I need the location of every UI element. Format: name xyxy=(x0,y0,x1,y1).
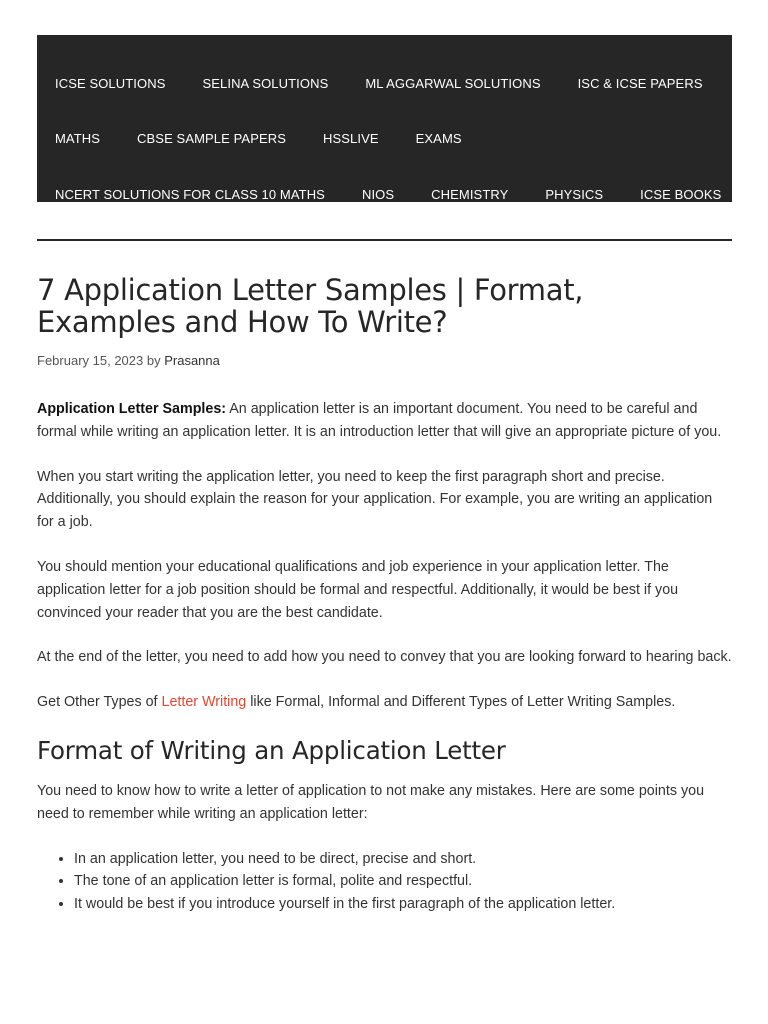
post-date: February 15, 2023 xyxy=(37,353,144,368)
paragraph-6: You need to know how to write a letter of application to not make any mistakes. Here are some points you need to remember while writing an application letter: xyxy=(37,782,705,822)
header-divider xyxy=(37,239,732,241)
paragraph-2: When you start writing the application letter, you need to keep the first paragraph short and precise. Additionally, you should explain the reason for your application. For example, you are writing an application for a job. xyxy=(37,468,713,531)
article-content xyxy=(37,398,732,916)
intro-text: An application letter is an important document. You need to be careful and formal while writing an application letter. It is an introduction letter that will give an appropriate picture of you. xyxy=(37,401,722,440)
nav-item-physics[interactable]: PHYSICS xyxy=(545,186,604,202)
by-label: by xyxy=(146,353,161,368)
nav-item-icse-solutions[interactable]: ICSE SOLUTIONS xyxy=(55,75,166,91)
list-item: • The tone of an application letter is formal, polite and respectful. xyxy=(74,870,732,893)
nav-item-exams[interactable]: EXAMS xyxy=(415,130,462,146)
nav-item-icse-books[interactable]: ICSE BOOKS xyxy=(640,186,722,202)
nav-row-2 xyxy=(37,124,481,152)
tips-list xyxy=(37,848,732,916)
p5-prefix: Get Other Types of xyxy=(37,694,162,711)
nav-item-selina-solutions[interactable]: SELINA SOLUTIONS xyxy=(202,75,329,91)
intro-bold-label: Application Letter Samples: xyxy=(37,401,227,417)
p5-suffix: like Formal, Informal and Different Types of Letter Writing Samples. xyxy=(246,694,676,711)
nav-item-chemistry[interactable]: CHEMISTRY xyxy=(431,186,509,202)
paragraph-4: At the end of the letter, you need to add how you need to convey that you are looking forward to hearing back. xyxy=(37,649,732,666)
paragraph-3: You should mention your educational qualifications and job experience in your application letter. The application letter for a job position should be formal and respectful. Additionally, it would be best if you convinced your reader that you are the best candidate. xyxy=(37,558,679,621)
nav-item-cbse-sample-papers[interactable]: CBSE SAMPLE PAPERS xyxy=(137,130,286,146)
author-link[interactable]: Prasanna xyxy=(164,353,220,368)
section-heading: Format of Writing an Application Letter xyxy=(37,735,506,765)
article-meta xyxy=(37,353,220,368)
list-item: • In an application letter, you need to be direct, precise and short. xyxy=(74,848,732,871)
nav-row-3 xyxy=(37,180,740,208)
paragraph-5 xyxy=(37,691,732,714)
nav-item-ml-aggarwal-solutions[interactable]: ML AGGARWAL SOLUTIONS xyxy=(365,75,541,91)
nav-item-nios[interactable]: NIOS xyxy=(361,186,395,202)
list-item: • It would be best if you introduce yourself in the first paragraph of the application letter. xyxy=(74,893,732,916)
nav-item-isc-icse-papers[interactable]: ISC & ICSE PAPERS xyxy=(577,75,703,91)
nav-row-1 xyxy=(37,69,722,97)
letter-writing-link[interactable]: Letter Writing xyxy=(161,694,247,711)
nav-item-ncert-solutions[interactable]: NCERT SOLUTIONS FOR CLASS 10 MATHS xyxy=(55,186,325,202)
intro-paragraph xyxy=(37,398,732,444)
main-navigation xyxy=(37,35,732,202)
nav-item-hsslive[interactable]: HSSLIVE xyxy=(323,130,379,146)
nav-item-maths[interactable]: MATHS xyxy=(55,130,101,146)
article-title: 7 Application Letter Samples | Format, Examples and How To Write? xyxy=(37,273,584,339)
